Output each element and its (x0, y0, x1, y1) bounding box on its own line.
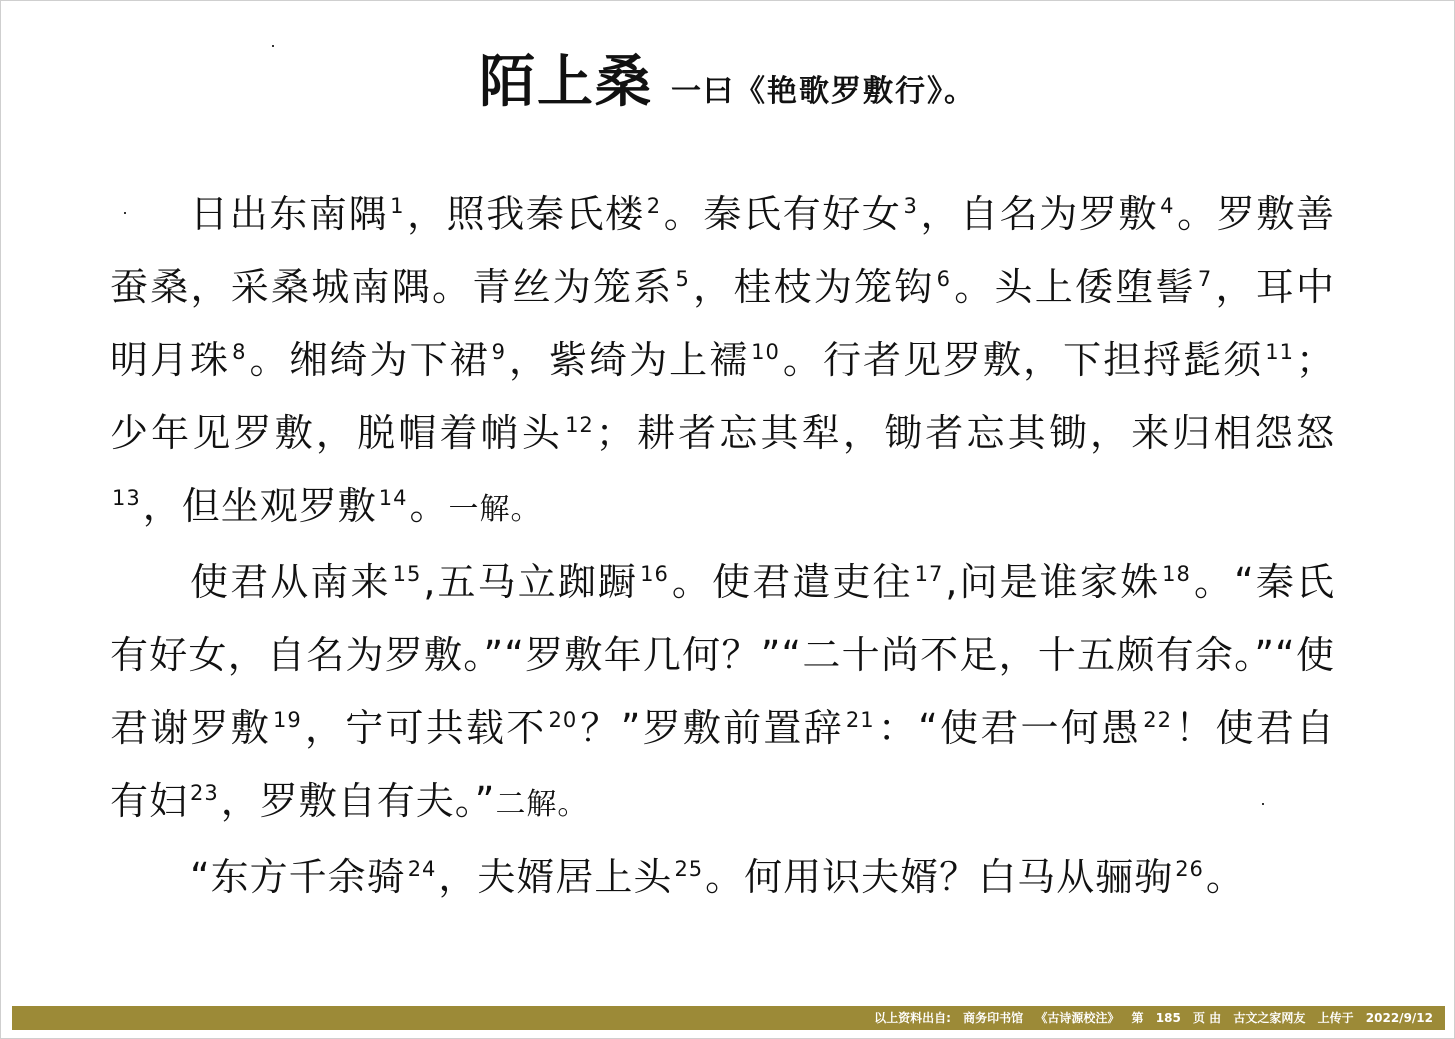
poem-fragment (190, 192, 406, 236)
footnote-marker: 12 (565, 413, 594, 438)
fragment-text: ：“使君一何愚 (876, 706, 1142, 750)
poem-fragment (248, 338, 508, 382)
fragment-text: ，紫绮为上襦 (508, 338, 750, 382)
poem-fragment (508, 338, 782, 382)
footer-page-number: 185 (1155, 1011, 1181, 1025)
footnote-marker: 11 (1265, 340, 1294, 365)
fragment-text: ，照我秦氏楼 (406, 192, 645, 236)
title-note: 一曰《艳歌罗敷行》。 (671, 74, 976, 109)
footnote-marker: 2 (646, 194, 662, 219)
poem-fragment (304, 706, 579, 750)
poem-fragment (190, 855, 438, 899)
fragment-text: ；耕者忘其犁，锄者忘其锄，来归相怨怒 (595, 411, 1335, 455)
footnote-marker: 1 (390, 194, 405, 219)
footer-upload-label: 上传于 (1317, 1011, 1354, 1025)
poem-fragment (406, 192, 663, 236)
fragment-text: 。 (1205, 855, 1245, 899)
footnote-marker: 17 (914, 562, 944, 587)
fragment-text: 。 (409, 484, 449, 528)
fragment-text: 。罗敷善蚕桑，采桑城南隅。青丝为笼系 (110, 192, 1335, 309)
footnote-marker: 20 (548, 708, 578, 733)
stanza (110, 546, 1335, 841)
poem-title: 陌上桑 (479, 49, 653, 115)
fragment-text: ，但坐观罗敷 (142, 484, 377, 528)
poem-fragment (782, 338, 1296, 382)
poem-fragment (438, 855, 705, 899)
footnote-marker: 23 (190, 781, 219, 806)
footer-book: 《古诗源校注》 (1035, 1011, 1120, 1025)
fragment-text: ，宁可共载不 (303, 706, 547, 750)
fragment-text: ，耳中明月珠 (110, 265, 1335, 382)
fragment-text: ，自名为罗敷 (919, 192, 1159, 236)
fragment-text: ，桂枝为笼钩 (691, 265, 935, 309)
fragment-text: 。使君遣吏往 (670, 560, 913, 604)
footnote-marker: 19 (273, 708, 302, 733)
footnote-marker: 15 (392, 562, 422, 587)
fragment-text: 。头上倭堕髻 (953, 265, 1196, 309)
poem-fragment (945, 560, 1193, 604)
title-row (0, 38, 1455, 118)
footnote-marker: 13 (112, 486, 141, 511)
fragment-text: 。“秦氏有好女，自名为罗敷。”“罗敷年几何？”“二十尚不足，十五颇有余。”“使君谢罗敷 (110, 560, 1335, 750)
fragment-text: 。秦氏有好女 (663, 192, 902, 236)
footer-source-label: 以上资料出自: (874, 1011, 951, 1025)
poem-body (110, 178, 1335, 914)
section-marker: 二解。 (495, 787, 589, 822)
fragment-text: ，夫婿居上头 (438, 855, 673, 899)
fragment-text: 日出东南隅 (190, 192, 389, 236)
fragment-text: 。行者见罗敷，下担捋髭须 (781, 338, 1264, 382)
footnote-marker: 18 (1162, 562, 1191, 587)
poem-fragment (579, 706, 876, 750)
poem-fragment (671, 560, 946, 604)
fragment-text: ,五马立踟蹰 (423, 560, 639, 604)
footnote-marker: 5 (675, 267, 690, 292)
fragment-text: ，罗敷自有夫。” (220, 779, 496, 823)
poem-fragment (221, 779, 496, 823)
fragment-text: 使君从南来 (190, 560, 391, 604)
footnote-marker: 22 (1143, 708, 1173, 733)
footnote-marker: 4 (1160, 194, 1175, 219)
poem-fragment (423, 560, 671, 604)
footnote-marker: 21 (845, 708, 875, 733)
footnote-marker: 16 (640, 562, 669, 587)
stanza (110, 841, 1335, 914)
footnote-marker: 3 (903, 194, 918, 219)
poem-fragment (692, 265, 953, 309)
poem-fragment (190, 560, 423, 604)
poem-fragment (877, 706, 1174, 750)
footnote-marker: 24 (407, 857, 437, 882)
footer-date: 2022/9/12 (1365, 1011, 1433, 1025)
poem-fragment (920, 192, 1177, 236)
footnote-marker: 9 (491, 340, 506, 365)
footer-page-prefix: 第 (1131, 1011, 1144, 1025)
poem-fragment (1206, 855, 1245, 899)
footnote-marker: 8 (232, 340, 247, 365)
footnote-marker: 25 (674, 857, 704, 882)
footer-page-suffix: 页 由 (1193, 1011, 1222, 1025)
fragment-text: ；少年见罗敷，脱帽着帩头 (110, 338, 1335, 455)
fragment-text: ,问是谁家姝 (945, 560, 1161, 604)
footer-publisher: 商务印书馆 (963, 1011, 1024, 1025)
fragment-text: ？”罗敷前置辞 (579, 706, 844, 750)
fragment-text: ！使君自有妇 (110, 706, 1336, 823)
footnote-marker: 26 (1175, 857, 1204, 882)
poem-fragment (705, 855, 1206, 899)
footnote-marker: 6 (936, 267, 952, 292)
footnote-marker: 14 (378, 486, 408, 511)
source-footer (12, 1006, 1445, 1030)
poem-fragment (409, 484, 448, 528)
poem-fragment (143, 484, 410, 528)
stanza (110, 178, 1335, 546)
poem-fragment (663, 192, 920, 236)
fragment-text: 。何用识夫婿？白马从骊驹 (705, 855, 1174, 899)
footer-uploader: 古文之家网友 (1233, 1011, 1306, 1025)
poem-fragment (953, 265, 1214, 309)
footnote-marker: 10 (751, 340, 780, 365)
footnote-marker: 7 (1197, 267, 1213, 292)
fragment-text: 。缃绮为下裙 (248, 338, 490, 382)
fragment-text: “东方千余骑 (190, 855, 406, 899)
section-marker: 一解。 (448, 492, 542, 527)
